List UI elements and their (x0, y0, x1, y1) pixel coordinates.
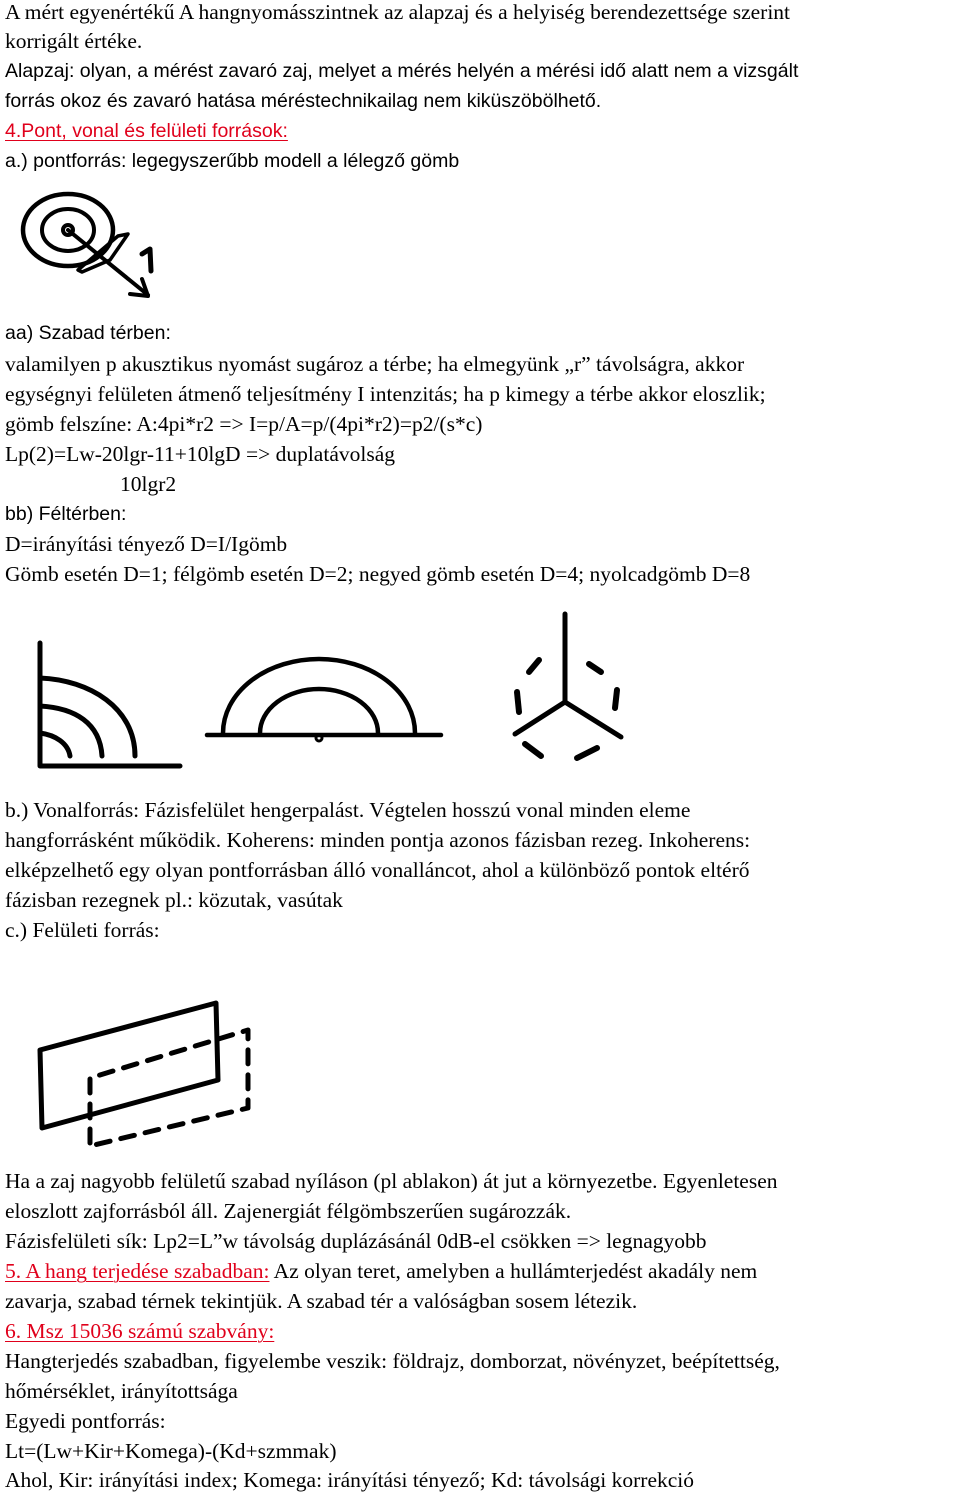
section-heading-4: 4.Pont, vonal és felületi források: (5, 120, 288, 142)
text-line: hőmérséklet, irányítottsága (5, 1379, 238, 1403)
text-line: Alapzaj: olyan, a mérést zavaró zaj, melyet a mérés helyén a mérési idő alatt nem a vizsgált (5, 60, 799, 82)
text-line: egységnyi felületen átmenő teljesítmény I intenzitás; ha p kimegy a térbe akkor eloszlik; (5, 382, 766, 406)
text-line: zavarja, szabad térnek tekintjük. A szabad tér a valóságban sosem létezik. (5, 1289, 638, 1313)
text-line: Gömb esetén D=1; félgömb esetén D=2; negyed gömb esetén D=4; nyolcadgömb D=8 (5, 562, 751, 586)
text-line: Fázisfelületi sík: Lp2=L”w távolság duplázásánál 0dB-el csökken => legnagyobb (5, 1229, 707, 1253)
text-line: hangforrásként működik. Koherens: minden pontja azonos fázisban rezeg. Inkoherens: (5, 828, 751, 852)
text-line: elképzelhető egy olyan pontforrásban álló vonalláncot, ahol a különböző pontok eltérő (5, 858, 750, 882)
text-line: Ha a zaj nagyobb felületű szabad nyíláson (pl ablakon) át jut a környezetbe. Egyenletesen (5, 1169, 778, 1193)
quarter-sphere-figure (30, 638, 180, 773)
text-line: valamilyen p akusztikus nyomást sugároz a térbe; ha elmegyünk „r” távolságra, akkor (5, 352, 745, 376)
text-line: D=irányítási tényező D=I/Igömb (5, 532, 288, 556)
text-line: Ahol, Kir: irányítási index; Komega: irányítási tényező; Kd: távolsági korrekció (5, 1468, 695, 1492)
section-heading-5: 5. A hang terjedése szabadban: (5, 1259, 270, 1283)
eighth-sphere-figure (505, 612, 635, 772)
text-line: gömb felszíne: A:4pi*r2 => I=p/A=p/(4pi*r2)=p2/(s*c) (5, 412, 483, 436)
text-line: forrás okoz és zavaró hatása méréstechnikailag nem kiküszöbölhető. (5, 90, 602, 112)
text-line: korrigált értéke. (5, 29, 143, 53)
text-line: Lp(2)=Lw-20lgr-11+10lgD => duplatávolság (5, 442, 396, 466)
text-line: 10lgr2 (120, 472, 177, 496)
text-line: c.) Felületi forrás: (5, 918, 160, 942)
text-line: a.) pontforrás: legegyszerűbb modell a lélegző gömb (5, 150, 460, 172)
text-line: b.) Vonalforrás: Fázisfelület hengerpalást. Végtelen hosszú vonal minden eleme (5, 798, 691, 822)
text-line: eloszlott zajforrásból áll. Zajenergiát félgömbszerűen sugározzák. (5, 1199, 572, 1223)
text-line: A mért egyenértékű A hangnyomásszintnek az alapzaj és a helyiség berendezettsége szerint (5, 0, 791, 24)
point-source-figure (20, 190, 170, 305)
text-line: bb) Féltérben: (5, 503, 127, 525)
text-line: Egyedi pontforrás: (5, 1409, 166, 1433)
surface-source-figure (38, 998, 258, 1158)
half-sphere-figure (205, 650, 445, 750)
text-line: aa) Szabad térben: (5, 322, 171, 344)
section-line-5 (5, 1256, 757, 1286)
text-span: Az olyan teret, amelyben a hullámterjedést akadály nem (269, 1259, 758, 1283)
text-line: fázisban rezegnek pl.: közutak, vasútak (5, 888, 343, 912)
text-line: Lt=(Lw+Kir+Komega)-(Kd+szmmak) (5, 1439, 337, 1463)
text-line: Hangterjedés szabadban, figyelembe veszik: földrajz, domborzat, növényzet, beépítettség, (5, 1349, 780, 1373)
section-heading-6: 6. Msz 15036 számú szabvány: (5, 1319, 275, 1343)
